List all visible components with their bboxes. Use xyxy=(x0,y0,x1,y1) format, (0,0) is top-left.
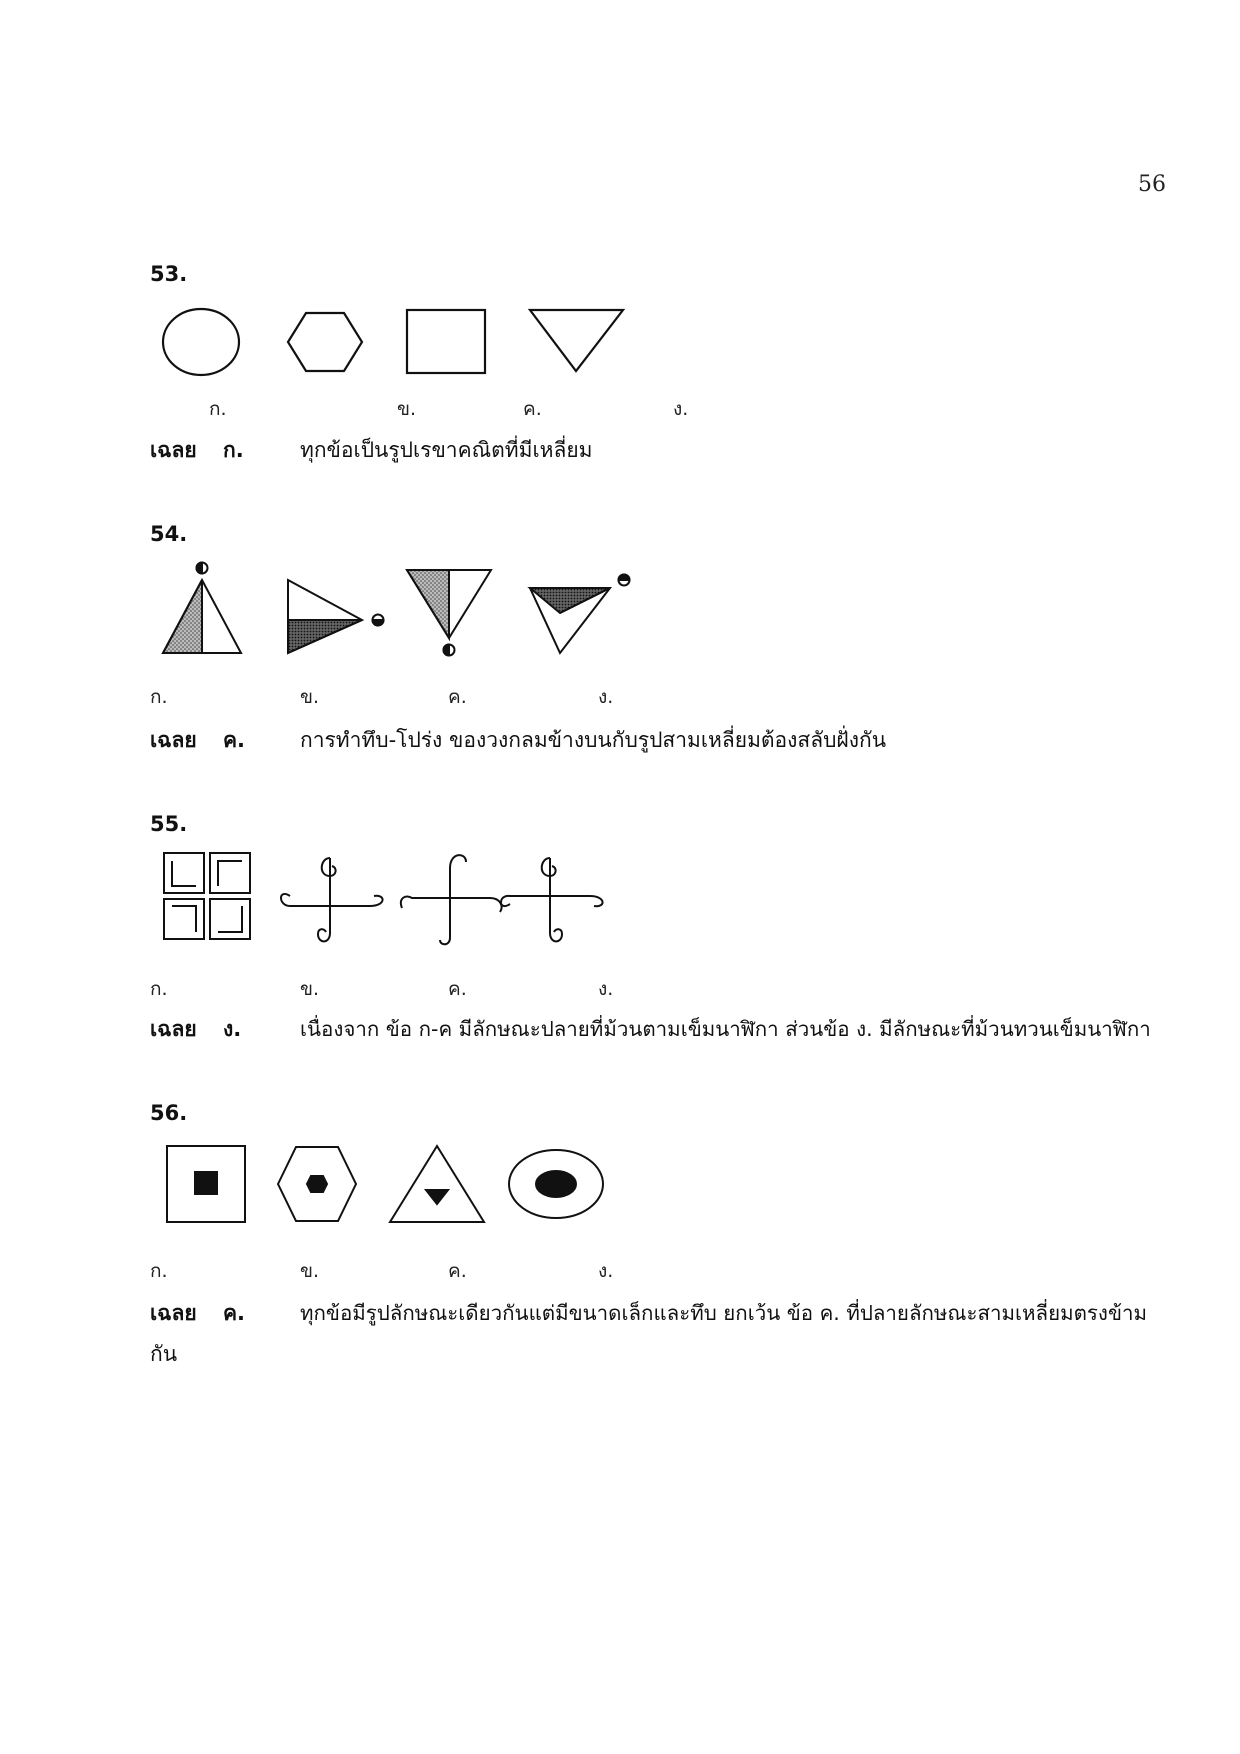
q55-choice-c: ค. xyxy=(448,978,467,1000)
q53-choice-b: ข. xyxy=(397,398,417,420)
shape-hexagon xyxy=(288,313,362,371)
question-number-56: 56. xyxy=(150,1101,188,1125)
q53-choice-c: ค. xyxy=(523,398,542,420)
q54-choice-d: ง. xyxy=(598,686,614,708)
q54-answer-choice: ค. xyxy=(223,728,246,752)
q54-choice-a: ก. xyxy=(150,686,168,708)
q53-choice-d: ง. xyxy=(673,398,689,420)
q55-choice-b: ข. xyxy=(300,978,320,1000)
triangle-d xyxy=(530,575,630,654)
question-56-figures xyxy=(150,1140,690,1232)
q55-answer-choice: ง. xyxy=(223,1017,242,1041)
triangle-with-inverted-triangle xyxy=(390,1146,484,1222)
q54-choice-b: ข. xyxy=(300,686,320,708)
square-with-square xyxy=(167,1146,245,1222)
shape-inverted-triangle xyxy=(530,310,623,371)
q56-choice-a: ก. xyxy=(150,1260,168,1282)
q53-choice-a: ก. xyxy=(209,398,227,420)
q54-answer-label: เฉลย xyxy=(150,728,197,752)
q56-answer-label: เฉลย xyxy=(150,1301,197,1325)
maze-squares-a xyxy=(164,853,250,939)
question-number-55: 55. xyxy=(150,812,188,836)
q54-choice-c: ค. xyxy=(448,686,467,708)
q55-explanation: เนื่องจาก ข้อ ก-ค มีลักษณะปลายที่ม้วนตามเข็มนาฬิกา ส่วนข้อ ง. มีลักษณะที่ม้วนทวนเข็มนาฬิกา xyxy=(300,1017,1151,1041)
question-number-53: 53. xyxy=(150,262,188,286)
q55-choice-d: ง. xyxy=(598,978,614,1000)
q53-answer-label: เฉลย xyxy=(150,438,197,462)
question-53-figures xyxy=(150,300,690,390)
triangle-c xyxy=(407,570,491,656)
question-number-54: 54. xyxy=(150,522,188,546)
curl-d xyxy=(501,858,603,941)
hexagon-with-hexagon xyxy=(278,1147,356,1221)
curl-c xyxy=(401,855,502,944)
q56-choice-b: ข. xyxy=(300,1260,320,1282)
question-54-figures xyxy=(150,558,690,658)
question-55-figures xyxy=(150,848,690,958)
q53-explanation: ทุกข้อเป็นรูปเรขาคณิตที่มีเหลี่ยม xyxy=(300,438,593,462)
ellipse-with-ellipse xyxy=(509,1150,603,1218)
q56-choice-c: ค. xyxy=(448,1260,467,1282)
triangle-b xyxy=(288,580,384,653)
q56-choice-d: ง. xyxy=(598,1260,614,1282)
q53-answer-choice: ก. xyxy=(223,438,244,462)
q55-choice-a: ก. xyxy=(150,978,168,1000)
q54-explanation: การทำทึบ-โปร่ง ของวงกลมข้างบนกับรูปสามเหลี่ยมต้องสลับฝั่งกัน xyxy=(300,728,887,752)
triangle-a xyxy=(163,563,241,654)
q56-explanation: ทุกข้อมีรูปลักษณะเดียวกันแต่มีขนาดเล็กและทึบ ยกเว้น ข้อ ค. ที่ปลายลักษณะสามเหลี่ยมตรงข้าม xyxy=(300,1301,1147,1325)
shape-square xyxy=(407,310,485,373)
q56-answer-choice: ค. xyxy=(223,1301,246,1325)
shape-circle xyxy=(163,309,239,375)
q56-explanation-continued: กัน xyxy=(150,1342,178,1366)
curl-b xyxy=(281,858,383,941)
page-number: 56 xyxy=(1138,172,1166,197)
q55-answer-label: เฉลย xyxy=(150,1017,197,1041)
